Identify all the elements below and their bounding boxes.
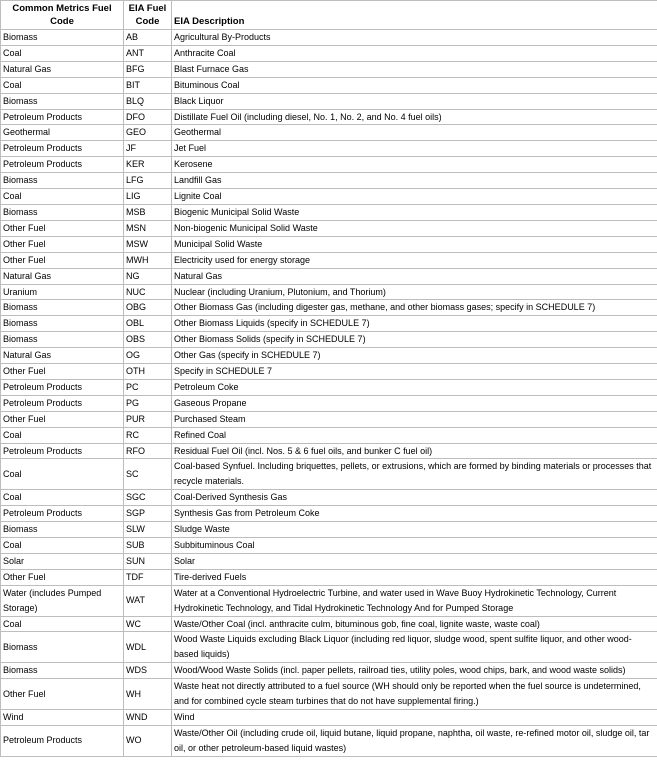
header-eia-description: EIA Description: [172, 1, 657, 30]
eia-description-cell: Natural Gas: [172, 268, 657, 284]
table-row: [1, 443, 657, 459]
table-row: [1, 109, 657, 125]
table-row: [1, 490, 657, 506]
eia-description-cell: Coal-based Synfuel. Including briquettes, pellets, or extrusions, which are formed by binding materials or processes that recycle materials.: [172, 459, 657, 490]
header-row: [1, 1, 657, 30]
eia-code-cell: WH: [124, 679, 172, 710]
eia-code-cell: OBS: [124, 332, 172, 348]
eia-description-cell: Gaseous Propane: [172, 395, 657, 411]
table-row: [1, 93, 657, 109]
eia-code-cell: TDF: [124, 569, 172, 585]
eia-description-cell: Sludge Waste: [172, 522, 657, 538]
eia-description-cell: Water at a Conventional Hydroelectric Turbine, and water used in Wave Buoy Hydrokinetic Technology, Current Hydrokinetic Technology, and Tidal Hydrokinetic Technology And for Pumped Storage: [172, 585, 657, 616]
eia-description-cell: Solar: [172, 553, 657, 569]
common-metrics-cell: Natural Gas: [1, 348, 124, 364]
common-metrics-cell: Uranium: [1, 284, 124, 300]
common-metrics-cell: Biomass: [1, 30, 124, 46]
table-row: [1, 379, 657, 395]
table-row: [1, 538, 657, 554]
table-row: [1, 459, 657, 490]
eia-code-cell: PUR: [124, 411, 172, 427]
table-row: [1, 236, 657, 252]
eia-code-cell: PC: [124, 379, 172, 395]
common-metrics-cell: Biomass: [1, 663, 124, 679]
common-metrics-cell: Coal: [1, 490, 124, 506]
eia-description-cell: Other Biomass Liquids (specify in SCHEDULE 7): [172, 316, 657, 332]
eia-code-cell: WAT: [124, 585, 172, 616]
table-row: [1, 709, 657, 725]
eia-description-cell: Petroleum Coke: [172, 379, 657, 395]
common-metrics-cell: Petroleum Products: [1, 141, 124, 157]
eia-description-cell: Wood/Wood Waste Solids (incl. paper pellets, railroad ties, utility poles, wood chips, bark, and wood waste solids): [172, 663, 657, 679]
eia-description-cell: Waste/Other Oil (including crude oil, liquid butane, liquid propane, naphtha, oil waste, re-refined motor oil, sludge oil, tar oil, or other petroleum-based liquid wastes): [172, 725, 657, 756]
table-row: [1, 364, 657, 380]
eia-code-cell: SC: [124, 459, 172, 490]
eia-code-cell: SGP: [124, 506, 172, 522]
eia-description-cell: Purchased Steam: [172, 411, 657, 427]
table-row: [1, 61, 657, 77]
table-row: [1, 332, 657, 348]
table-row: [1, 553, 657, 569]
common-metrics-cell: Natural Gas: [1, 61, 124, 77]
table-row: [1, 268, 657, 284]
eia-code-cell: WDL: [124, 632, 172, 663]
common-metrics-cell: Coal: [1, 77, 124, 93]
common-metrics-cell: Other Fuel: [1, 236, 124, 252]
common-metrics-cell: Other Fuel: [1, 252, 124, 268]
eia-code-cell: OBL: [124, 316, 172, 332]
eia-description-cell: Landfill Gas: [172, 173, 657, 189]
eia-code-cell: WDS: [124, 663, 172, 679]
eia-code-cell: RC: [124, 427, 172, 443]
eia-code-cell: KER: [124, 157, 172, 173]
eia-code-cell: BLQ: [124, 93, 172, 109]
common-metrics-cell: Biomass: [1, 93, 124, 109]
eia-description-cell: Electricity used for energy storage: [172, 252, 657, 268]
eia-code-cell: SGC: [124, 490, 172, 506]
eia-code-cell: MSW: [124, 236, 172, 252]
eia-description-cell: Bituminous Coal: [172, 77, 657, 93]
eia-description-cell: Jet Fuel: [172, 141, 657, 157]
common-metrics-cell: Petroleum Products: [1, 157, 124, 173]
eia-code-cell: OTH: [124, 364, 172, 380]
eia-code-cell: NUC: [124, 284, 172, 300]
table-row: [1, 506, 657, 522]
eia-code-cell: JF: [124, 141, 172, 157]
eia-description-cell: Geothermal: [172, 125, 657, 141]
common-metrics-cell: Geothermal: [1, 125, 124, 141]
common-metrics-cell: Biomass: [1, 632, 124, 663]
eia-code-cell: NG: [124, 268, 172, 284]
table-row: [1, 125, 657, 141]
eia-description-cell: Kerosene: [172, 157, 657, 173]
common-metrics-cell: Biomass: [1, 204, 124, 220]
eia-description-cell: Non-biogenic Municipal Solid Waste: [172, 220, 657, 236]
table-row: [1, 284, 657, 300]
table-row: [1, 632, 657, 663]
eia-description-cell: Black Liquor: [172, 93, 657, 109]
common-metrics-cell: Petroleum Products: [1, 379, 124, 395]
eia-description-cell: Other Gas (specify in SCHEDULE 7): [172, 348, 657, 364]
table-row: [1, 616, 657, 632]
eia-description-cell: Distillate Fuel Oil (including diesel, No. 1, No. 2, and No. 4 fuel oils): [172, 109, 657, 125]
table-row: [1, 300, 657, 316]
eia-code-cell: MSB: [124, 204, 172, 220]
eia-code-cell: OG: [124, 348, 172, 364]
common-metrics-cell: Other Fuel: [1, 411, 124, 427]
eia-description-cell: Biogenic Municipal Solid Waste: [172, 204, 657, 220]
eia-description-cell: Tire-derived Fuels: [172, 569, 657, 585]
common-metrics-cell: Other Fuel: [1, 569, 124, 585]
eia-code-cell: SUN: [124, 553, 172, 569]
eia-description-cell: Coal-Derived Synthesis Gas: [172, 490, 657, 506]
eia-description-cell: Other Biomass Solids (specify in SCHEDULE 7): [172, 332, 657, 348]
eia-code-cell: WO: [124, 725, 172, 756]
eia-description-cell: Wood Waste Liquids excluding Black Liquor (including red liquor, sludge wood, spent sulfite liquor, and other wood-based liquids): [172, 632, 657, 663]
common-metrics-cell: Petroleum Products: [1, 443, 124, 459]
common-metrics-cell: Coal: [1, 45, 124, 61]
eia-code-cell: WC: [124, 616, 172, 632]
common-metrics-cell: Other Fuel: [1, 679, 124, 710]
common-metrics-cell: Coal: [1, 427, 124, 443]
table-row: [1, 157, 657, 173]
table-row: [1, 348, 657, 364]
eia-code-cell: GEO: [124, 125, 172, 141]
eia-code-cell: DFO: [124, 109, 172, 125]
table-row: [1, 189, 657, 205]
eia-code-cell: AB: [124, 30, 172, 46]
common-metrics-cell: Biomass: [1, 300, 124, 316]
eia-description-cell: Municipal Solid Waste: [172, 236, 657, 252]
common-metrics-cell: Biomass: [1, 173, 124, 189]
common-metrics-cell: Coal: [1, 538, 124, 554]
eia-description-cell: Synthesis Gas from Petroleum Coke: [172, 506, 657, 522]
common-metrics-cell: Water (includes Pumped Storage): [1, 585, 124, 616]
eia-code-cell: LIG: [124, 189, 172, 205]
eia-description-cell: Nuclear (including Uranium, Plutonium, and Thorium): [172, 284, 657, 300]
table-row: [1, 679, 657, 710]
table-row: [1, 252, 657, 268]
eia-description-cell: Waste heat not directly attributed to a fuel source (WH should only be reported when the fuel source is undetermined, and for combined cycle steam turbines that do not have supplemental firing.): [172, 679, 657, 710]
eia-code-cell: BIT: [124, 77, 172, 93]
eia-description-cell: Wind: [172, 709, 657, 725]
common-metrics-cell: Wind: [1, 709, 124, 725]
common-metrics-cell: Biomass: [1, 316, 124, 332]
table-row: [1, 395, 657, 411]
table-row: [1, 427, 657, 443]
common-metrics-cell: Natural Gas: [1, 268, 124, 284]
table-row: [1, 522, 657, 538]
header-eia-code: EIA Fuel Code: [124, 1, 172, 30]
eia-code-cell: OBG: [124, 300, 172, 316]
common-metrics-cell: Biomass: [1, 332, 124, 348]
table-row: [1, 30, 657, 46]
eia-description-cell: Waste/Other Coal (incl. anthracite culm, bituminous gob, fine coal, lignite waste, waste coal): [172, 616, 657, 632]
eia-code-cell: BFG: [124, 61, 172, 77]
common-metrics-cell: Petroleum Products: [1, 109, 124, 125]
table-row: [1, 204, 657, 220]
eia-description-cell: Anthracite Coal: [172, 45, 657, 61]
eia-code-cell: WND: [124, 709, 172, 725]
eia-code-cell: SLW: [124, 522, 172, 538]
table-row: [1, 141, 657, 157]
eia-description-cell: Residual Fuel Oil (incl. Nos. 5 & 6 fuel oils, and bunker C fuel oil): [172, 443, 657, 459]
common-metrics-cell: Coal: [1, 459, 124, 490]
common-metrics-cell: Other Fuel: [1, 364, 124, 380]
eia-code-cell: RFO: [124, 443, 172, 459]
table-row: [1, 220, 657, 236]
common-metrics-cell: Other Fuel: [1, 220, 124, 236]
eia-description-cell: Refined Coal: [172, 427, 657, 443]
common-metrics-cell: Petroleum Products: [1, 506, 124, 522]
common-metrics-cell: Biomass: [1, 522, 124, 538]
eia-description-cell: Lignite Coal: [172, 189, 657, 205]
table-row: [1, 173, 657, 189]
header-common-metrics: Common Metrics Fuel Code: [1, 1, 124, 30]
table-header: [1, 1, 657, 30]
table-row: [1, 77, 657, 93]
table-row: [1, 585, 657, 616]
common-metrics-cell: Solar: [1, 553, 124, 569]
table-row: [1, 663, 657, 679]
eia-code-cell: ANT: [124, 45, 172, 61]
eia-code-cell: LFG: [124, 173, 172, 189]
eia-code-cell: SUB: [124, 538, 172, 554]
common-metrics-cell: Coal: [1, 189, 124, 205]
eia-code-cell: MWH: [124, 252, 172, 268]
table-row: [1, 569, 657, 585]
eia-description-cell: Subbituminous Coal: [172, 538, 657, 554]
eia-code-cell: PG: [124, 395, 172, 411]
table-row: [1, 316, 657, 332]
table-body: [1, 30, 657, 757]
common-metrics-cell: Petroleum Products: [1, 725, 124, 756]
table-row: [1, 725, 657, 756]
common-metrics-cell: Coal: [1, 616, 124, 632]
eia-code-cell: MSN: [124, 220, 172, 236]
eia-description-cell: Blast Furnace Gas: [172, 61, 657, 77]
common-metrics-cell: Petroleum Products: [1, 395, 124, 411]
eia-description-cell: Other Biomass Gas (including digester gas, methane, and other biomass gases; specify in SCHEDULE 7): [172, 300, 657, 316]
table-row: [1, 411, 657, 427]
eia-description-cell: Specify in SCHEDULE 7: [172, 364, 657, 380]
table-row: [1, 45, 657, 61]
eia-description-cell: Agricultural By-Products: [172, 30, 657, 46]
